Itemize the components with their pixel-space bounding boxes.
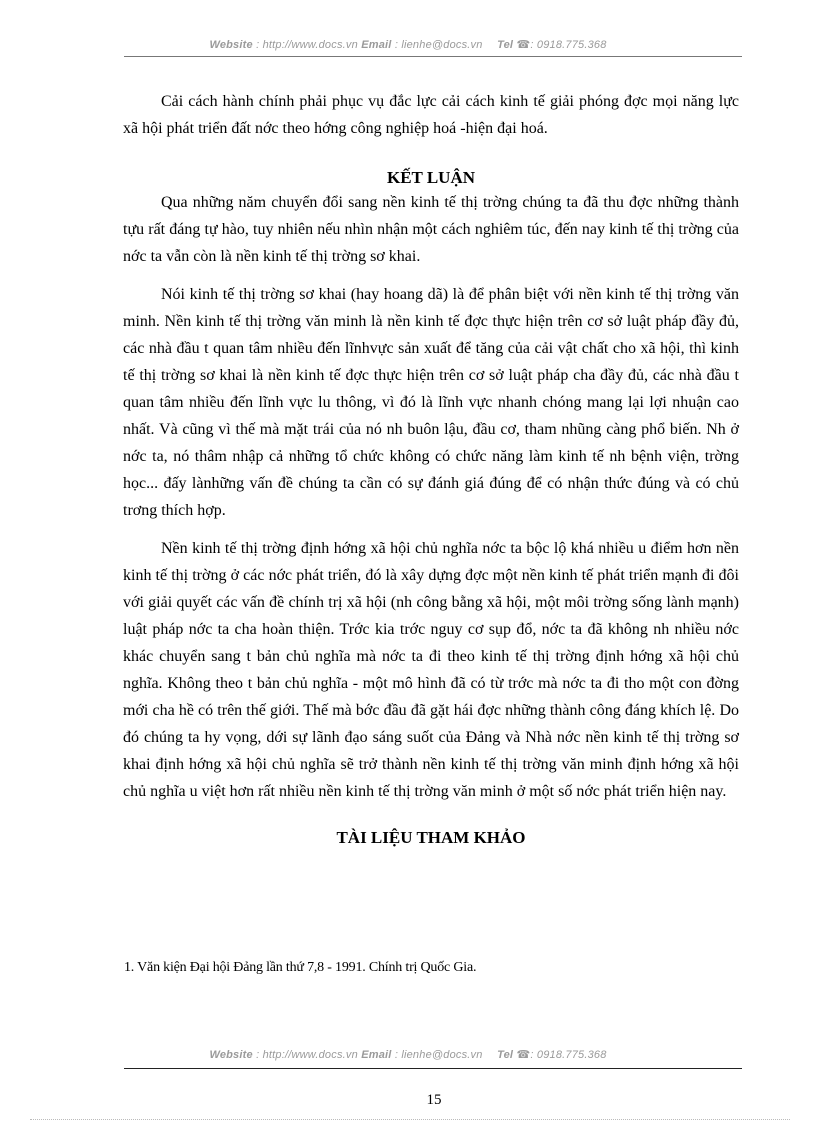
header-website-label: Website [209, 39, 253, 51]
footer-email-link[interactable]: : lienhe@docs.vn [394, 1049, 483, 1061]
footer-email-label: Email [361, 1049, 392, 1061]
header-tel-value: : 0918.775.368 [530, 39, 607, 51]
header-divider [124, 56, 742, 57]
footer-tel-label: Tel [497, 1049, 514, 1061]
references-heading: TÀI LIỆU THAM KHẢO [336, 828, 526, 847]
phone-icon: ☎ [516, 39, 531, 51]
header-email-label: Email [361, 39, 392, 51]
conclusion-paragraph-3: Nền kinh tế thị trờng định hớng xã hội chủ nghĩa nớc ta bộc lộ khá nhiều u điểm hơn nền kinh tế thị trờng ở các nớc phát triển, đó là xây dựng đợc một nền kinh tế phát triển mạnh đi đôi với giải quyết các vấn đề chính trị xã hội (nh công bằng xã hội, một môi trờng sống lành mạnh) luật pháp nớc ta cha hoàn thiện. Trớc kia trớc nguy cơ sụp đổ, nớc ta đã không nh nhiều nớc khác chuyển sang t bản chủ nghĩa mà nớc ta đi theo kinh tế thị trờng định hớng xã hội chủ nghĩa. Không theo t bản chủ nghĩa - một mô hình đã có từ trớc mà nớc ta đi tho một con đờng mới cha hề có trên thế giới. Thế mà bớc đầu đã gặt hái đợc những thành công đáng khích lệ. Do đó chúng ta hy vọng, dới sự lãnh đạo sáng suốt của Đảng và Nhà nớc nền kinh tế thị trờng sơ khai định hớng xã hội chủ nghĩa sẽ trở thành nền kinh tế thị trờng văn minh định hớng xã hội chủ nghĩa u việt hơn rất nhiều nền kinh tế thị trờng văn minh ở một số nớc phát triển hiện nay. [123, 540, 739, 800]
page-header [0, 38, 816, 51]
footer-divider [124, 1068, 742, 1069]
phone-icon: ☎ [516, 1049, 531, 1061]
header-website-link[interactable]: : http://www.docs.vn [256, 39, 358, 51]
footer-website-link[interactable]: : http://www.docs.vn [256, 1049, 358, 1061]
footer-tel-value: : 0918.775.368 [530, 1049, 607, 1061]
footer-website-label: Website [209, 1049, 253, 1061]
page-number: 15 [426, 1092, 442, 1108]
conclusion-heading: KẾT LUẬN [386, 168, 475, 187]
page-bottom-dotted-line [30, 1119, 790, 1120]
header-tel-label: Tel [497, 39, 514, 51]
document-body [123, 88, 739, 849]
header-email-link[interactable]: : lienhe@docs.vn [394, 39, 483, 51]
page-footer [0, 1048, 816, 1061]
reference-item: 1. Văn kiện Đại hội Đảng lần thứ 7,8 - 1991. Chính trị Quốc Gia. [124, 960, 477, 975]
conclusion-paragraph-1: Qua những năm chuyển đổi sang nền kinh tế thị trờng chúng ta đã thu đợc những thành tựu rất đáng tự hào, tuy nhiên nếu nhìn nhận một cách nghiêm túc, đến nay kinh tế thị trờng của nớc ta vẫn còn là nền kinh tế thị trờng sơ khai. [123, 194, 739, 265]
conclusion-paragraph-2: Nói kinh tế thị trờng sơ khai (hay hoang dã) là để phân biệt với nền kinh tế thị trờng văn minh. Nền kinh tế thị trờng văn minh là nền kinh tế đợc thực hiện trên cơ sở luật pháp đầy đủ, các nhà đầu t quan tâm nhiều đến lĩnhvực sản xuất để tăng của cải vật chất cho xã hội, thì kinh tế thị trờng sơ khai là nền kinh tế đợc thực hiện trên cơ sở luật pháp cha đầy đủ, các nhà đầu t quan tâm nhiều đến lĩnh vực lu thông, vì đó là lĩnh vực nhanh chóng mang lại lợi nhuận cao nhất. Và cũng vì thế mà mặt trái của nó nh buôn lậu, đầu cơ, tham nhũng càng phổ biến. Nh ở nớc ta, nó thâm nhập cả những tổ chức không có chức năng làm kinh tế nh bệnh viện, trờng học... đấy lànhững vấn đề chúng ta cần có sự đánh giá đúng để có nhận thức đúng và có chủ trơng thích hợp. [123, 286, 739, 519]
intro-paragraph: Cải cách hành chính phải phục vụ đắc lực cải cách kinh tế giải phóng đợc mọi năng lực xã hội phát triển đất nớc theo hớng công nghiệp hoá -hiện đại hoá. [123, 93, 739, 137]
